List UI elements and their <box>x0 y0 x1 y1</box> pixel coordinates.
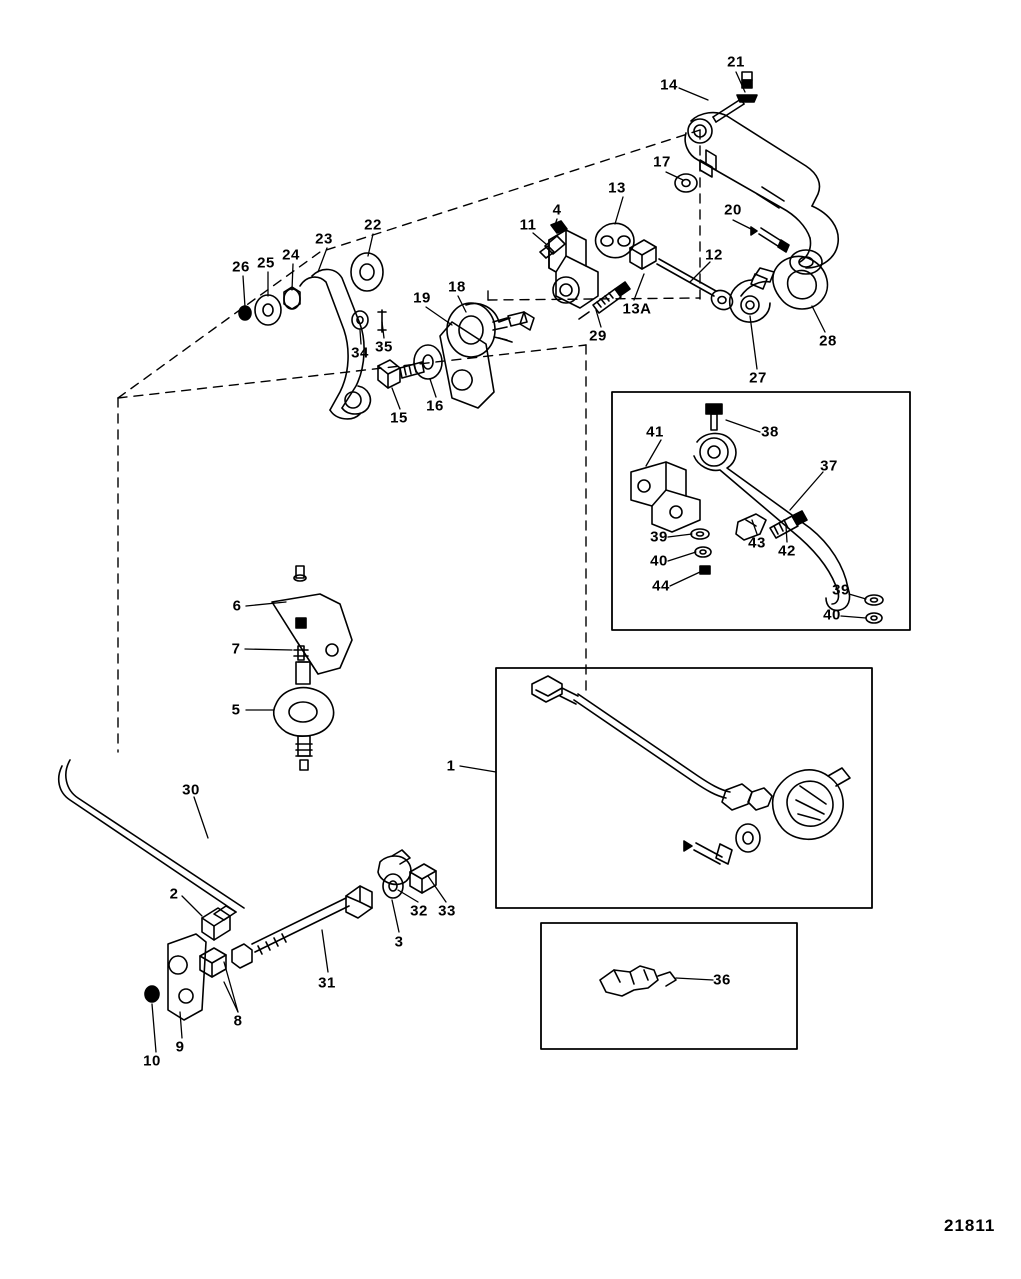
drawing-number: 21811 <box>944 1216 996 1235</box>
callout-26: 26 <box>232 258 250 276</box>
callout-15: 15 <box>390 409 408 427</box>
callout-43: 43 <box>748 534 766 552</box>
callout-41: 41 <box>646 423 664 441</box>
callout-21: 21 <box>727 53 745 71</box>
callout-19: 19 <box>413 289 431 307</box>
callout-25: 25 <box>257 254 275 272</box>
callout-8: 8 <box>233 1012 243 1030</box>
callout-5: 5 <box>231 701 241 719</box>
callout-10: 10 <box>143 1052 161 1070</box>
callout-6: 6 <box>232 597 242 615</box>
callout-2: 2 <box>169 885 179 903</box>
callout-24: 24 <box>282 246 300 264</box>
callout-4: 4 <box>552 201 562 219</box>
callout-31: 31 <box>318 974 336 992</box>
callout-40-lower: 40 <box>823 606 841 624</box>
callout-34: 34 <box>351 344 369 362</box>
callout-13a: 13A <box>622 300 652 318</box>
callout-23: 23 <box>315 230 333 248</box>
callout-7: 7 <box>231 640 241 658</box>
callout-33: 33 <box>438 902 456 920</box>
callout-36: 36 <box>713 971 731 989</box>
callout-16: 16 <box>426 397 444 415</box>
callout-39-lower: 39 <box>832 581 850 599</box>
callout-17: 17 <box>653 153 671 171</box>
callout-12: 12 <box>705 246 723 264</box>
callout-29: 29 <box>589 327 607 345</box>
callout-3: 3 <box>394 933 404 951</box>
callout-37: 37 <box>820 457 838 475</box>
callout-35: 35 <box>375 338 393 356</box>
callout-32: 32 <box>410 902 428 920</box>
callout-14: 14 <box>660 76 678 94</box>
callout-44: 44 <box>652 577 670 595</box>
callout-40-upper: 40 <box>650 552 668 570</box>
callout-28: 28 <box>819 332 837 350</box>
callout-39-upper: 39 <box>650 528 668 546</box>
callout-38: 38 <box>761 423 779 441</box>
callout-13: 13 <box>608 179 626 197</box>
callout-22: 22 <box>364 216 382 234</box>
callout-11: 11 <box>519 216 537 234</box>
callout-1: 1 <box>446 757 456 775</box>
callout-20: 20 <box>724 201 742 219</box>
callout-27: 27 <box>749 369 767 387</box>
callout-9: 9 <box>175 1038 185 1056</box>
callout-18: 18 <box>448 278 466 296</box>
callout-42: 42 <box>778 542 796 560</box>
callout-30: 30 <box>182 781 200 799</box>
